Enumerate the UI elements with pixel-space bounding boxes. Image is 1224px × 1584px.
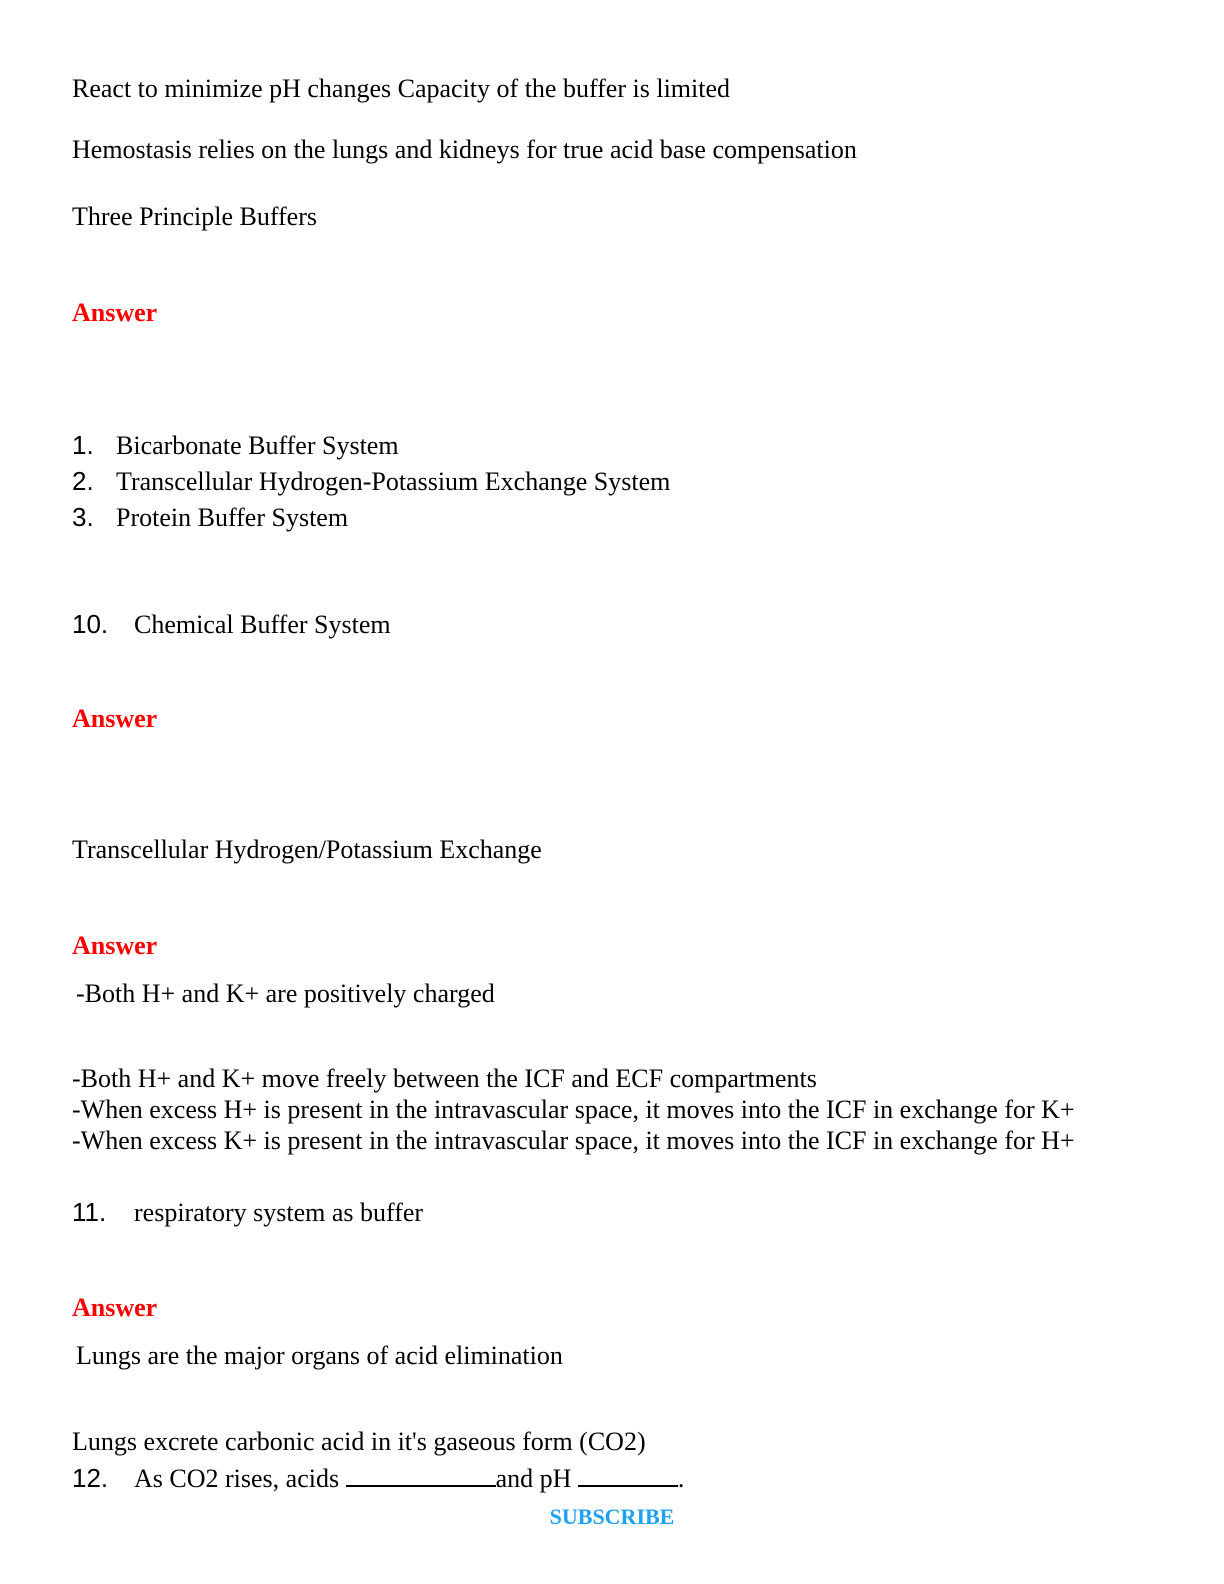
- question-12: [72, 1463, 684, 1494]
- question-number: 12.: [72, 1463, 109, 1493]
- text-line: -When excess H+ is present in the intravascular space, it moves into the ICF in exchange for K+: [72, 1095, 1075, 1124]
- list-item: [72, 466, 670, 497]
- question-text-part: .: [677, 1464, 685, 1493]
- text-line: Hemostasis relies on the lungs and kidneys for true acid base compensation: [72, 135, 857, 164]
- text-line: Lungs are the major organs of acid elimination: [76, 1341, 563, 1370]
- list-item: [72, 430, 399, 461]
- list-item: [72, 502, 348, 533]
- text-line: Three Principle Buffers: [72, 202, 317, 231]
- question-text-part: As CO2 rises, acids: [134, 1464, 346, 1493]
- question-number: 11.: [72, 1197, 107, 1227]
- fill-in-blank: [578, 1485, 678, 1487]
- text-line: -Both H+ and K+ are positively charged: [76, 979, 495, 1008]
- answer-label: Answer: [72, 704, 158, 733]
- question-10: [72, 609, 391, 640]
- question-text-part: and pH: [495, 1464, 578, 1493]
- text-line: React to minimize pH changes Capacity of the buffer is limited: [72, 74, 730, 103]
- list-item-text: Protein Buffer System: [116, 503, 349, 532]
- list-item-text: Bicarbonate Buffer System: [116, 431, 399, 460]
- text-line: Transcellular Hydrogen/Potassium Exchange: [72, 835, 542, 864]
- answer-label: Answer: [72, 931, 158, 960]
- list-item-text: Transcellular Hydrogen-Potassium Exchange System: [116, 467, 671, 496]
- list-number: 1.: [72, 430, 94, 460]
- question-text: Chemical Buffer System: [134, 610, 391, 639]
- answer-label: Answer: [72, 1293, 158, 1322]
- answer-label: Answer: [72, 298, 158, 327]
- question-11: [72, 1197, 423, 1228]
- question-number: 10.: [72, 609, 109, 639]
- list-number: 3.: [72, 502, 94, 532]
- fill-in-blank: [346, 1485, 496, 1487]
- text-line: Lungs excrete carbonic acid in it's gaseous form (CO2): [72, 1427, 646, 1456]
- question-text: respiratory system as buffer: [134, 1198, 424, 1227]
- text-line: -Both H+ and K+ move freely between the ICF and ECF compartments: [72, 1064, 817, 1093]
- list-number: 2.: [72, 466, 94, 496]
- subscribe-link[interactable]: SUBSCRIBE: [549, 1504, 675, 1529]
- text-line: -When excess K+ is present in the intravascular space, it moves into the ICF in exchange for H+: [72, 1126, 1075, 1155]
